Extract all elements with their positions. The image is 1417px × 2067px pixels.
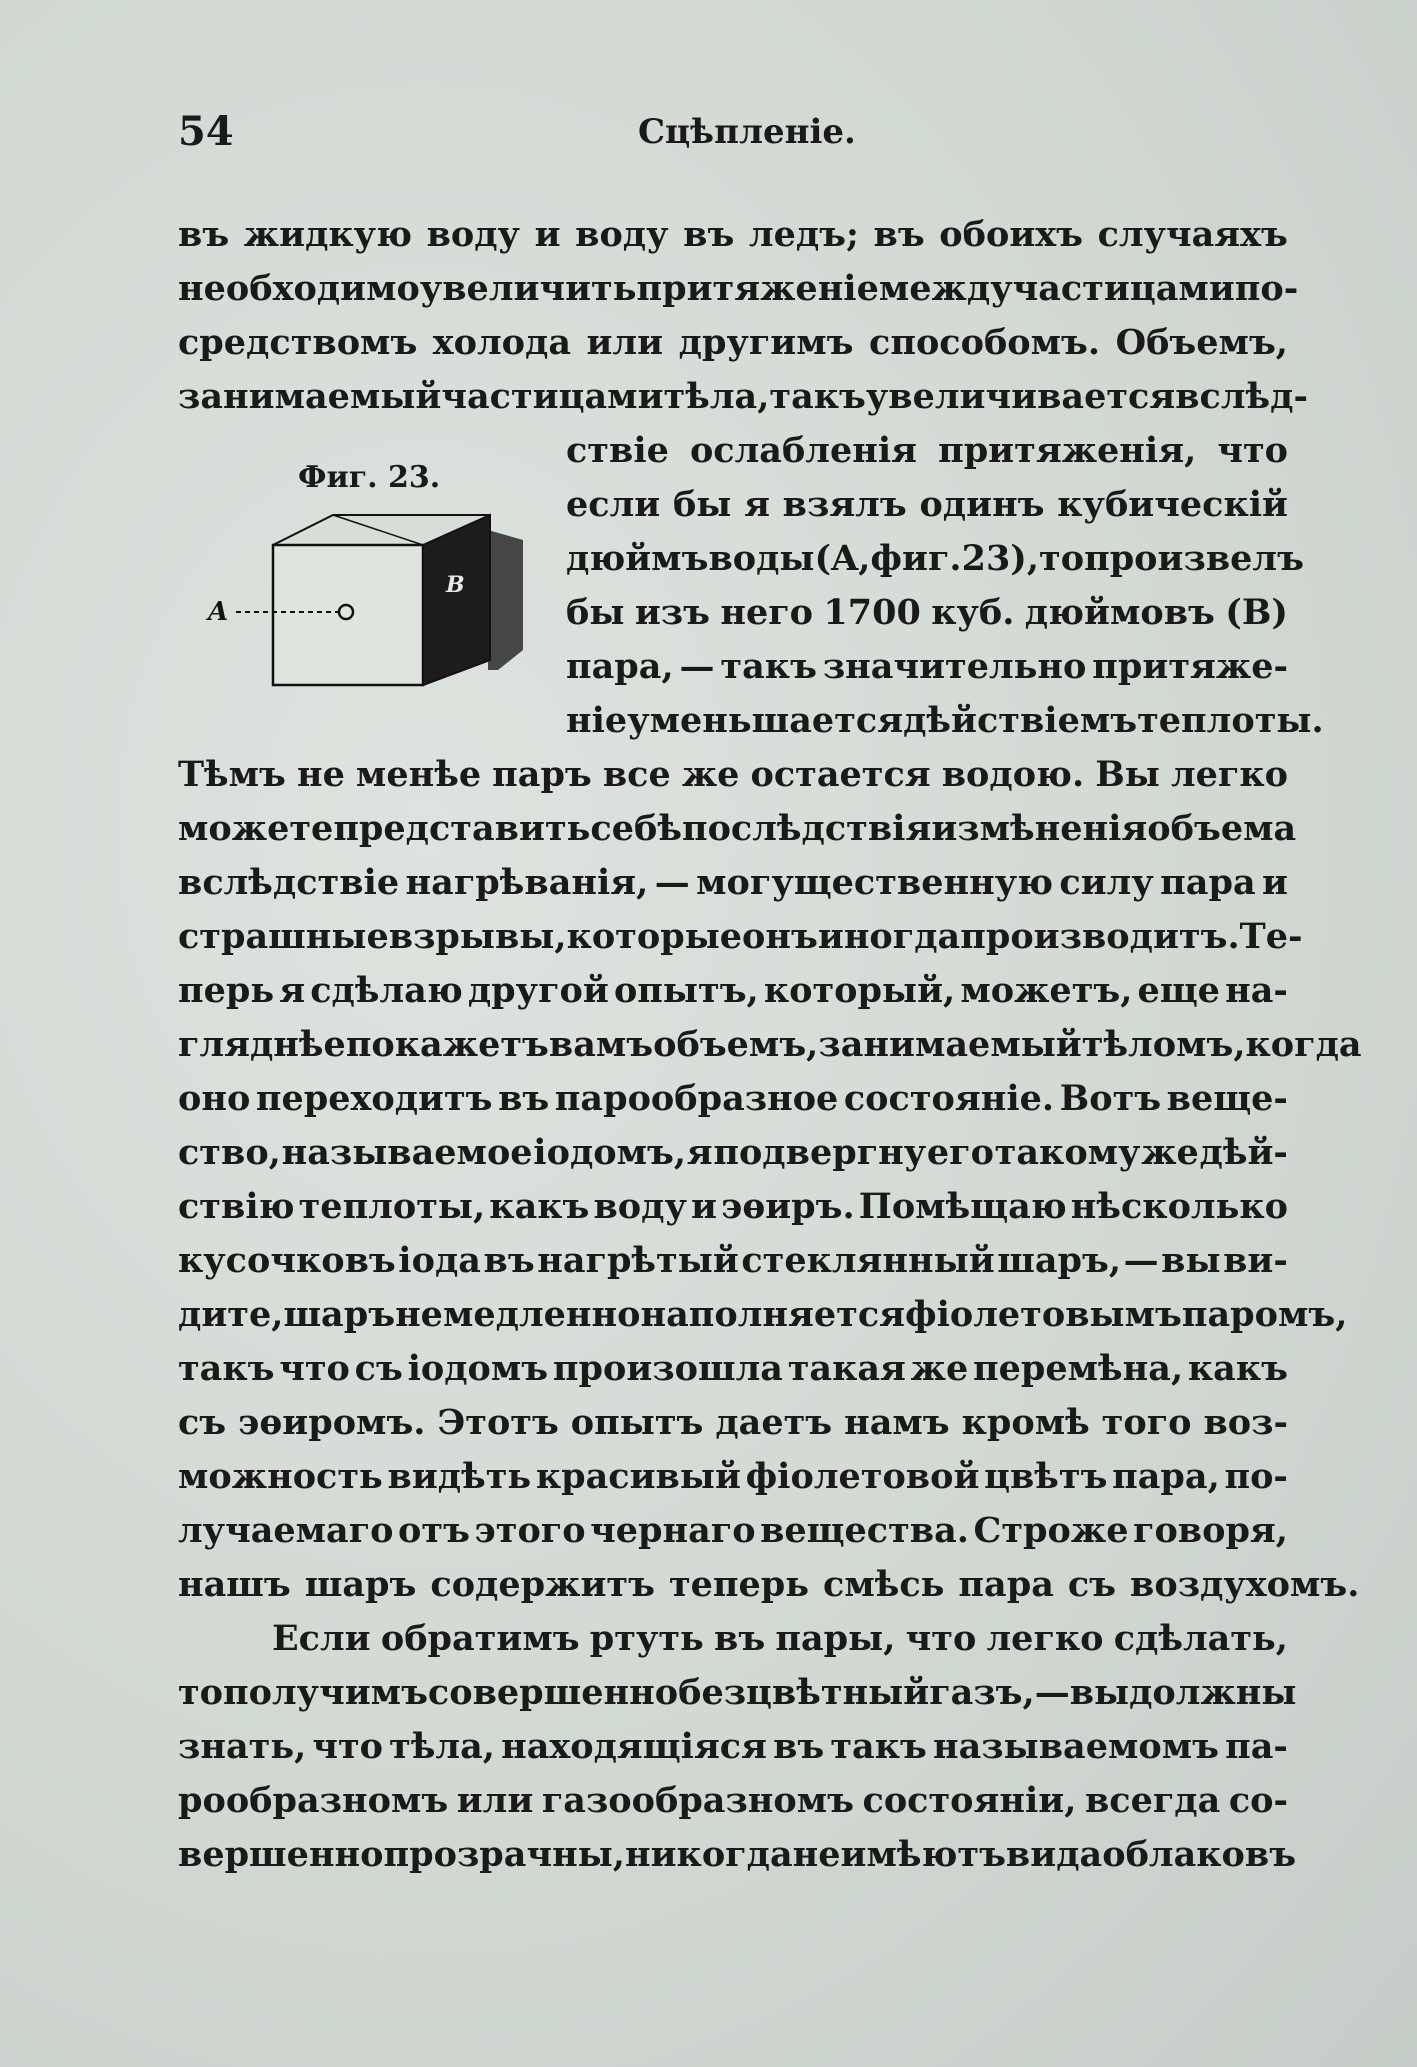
- word: кубическій: [1057, 484, 1288, 525]
- word: перемѣна,: [973, 1348, 1184, 1389]
- word: который,: [763, 970, 956, 1011]
- word: дѣй-: [1199, 1132, 1288, 1173]
- word: послѣдствія: [681, 808, 932, 849]
- word: необходимо: [178, 268, 420, 309]
- word: видѣть: [387, 1456, 532, 1497]
- word: нашъ: [178, 1564, 291, 1605]
- word: въ: [873, 214, 925, 255]
- word: перь: [178, 970, 275, 1011]
- word: способомъ.: [869, 322, 1101, 363]
- word: пара: [1160, 862, 1256, 903]
- word: отъ: [398, 1510, 470, 1551]
- word: такъ: [178, 1348, 275, 1389]
- word: воздухомъ.: [1130, 1564, 1360, 1605]
- word: наполняется: [640, 1294, 906, 1335]
- word: производитъ.: [960, 916, 1240, 957]
- word: фіолетовой: [745, 1456, 980, 1497]
- word: взялъ: [782, 484, 907, 525]
- text-line: [178, 1342, 1288, 1396]
- word: въ: [714, 1618, 766, 1659]
- word: газообразномъ: [541, 1780, 855, 1821]
- word: же: [681, 754, 740, 795]
- text-line: [178, 1612, 1288, 1666]
- word: называемомъ: [932, 1726, 1219, 1767]
- word: частицами: [441, 376, 664, 417]
- word: въ: [483, 1240, 535, 1281]
- word: Вы: [1095, 754, 1160, 795]
- text-line: [178, 1072, 1288, 1126]
- word: никогда: [624, 1834, 793, 1875]
- page-header: [178, 108, 1288, 168]
- word: состояніи,: [862, 1780, 1077, 1821]
- word: теплоты.: [1137, 700, 1324, 741]
- word: со-: [1228, 1780, 1288, 1821]
- text-line: [566, 640, 1288, 694]
- text-line: [178, 1828, 1297, 1882]
- word: лучаемаго: [178, 1510, 394, 1551]
- word: фиг.: [870, 538, 962, 579]
- body-text: [178, 208, 1362, 1882]
- word: красивый: [535, 1456, 741, 1497]
- word: 23),: [961, 538, 1040, 579]
- word: я: [686, 1132, 713, 1173]
- word: рообразномъ: [178, 1780, 449, 1821]
- word: дюймовъ: [1024, 592, 1215, 633]
- word: объемъ,: [653, 1024, 819, 1065]
- word: получимъ: [223, 1672, 428, 1713]
- text-line: [178, 1234, 1288, 1288]
- word: ледъ;: [748, 214, 859, 255]
- word: такъ: [830, 1726, 927, 1767]
- text-line: [566, 424, 1288, 478]
- word: воду: [593, 1186, 687, 1227]
- word: обратимъ: [380, 1618, 580, 1659]
- text-line: [178, 1774, 1288, 1828]
- word: или: [456, 1780, 534, 1821]
- word: увеличивается: [865, 376, 1176, 417]
- text-line: [178, 910, 1303, 964]
- word: тѣла,: [663, 376, 770, 417]
- word: этого: [474, 1510, 586, 1551]
- word: эѳиромъ.: [238, 1402, 426, 1443]
- word: немедленно: [395, 1294, 641, 1335]
- word: на-: [1225, 970, 1288, 1011]
- word: другимъ: [678, 322, 854, 363]
- word: стеклянный: [741, 1240, 995, 1281]
- word: жидкую: [243, 214, 412, 255]
- word: паромъ,: [1181, 1294, 1348, 1335]
- word: состояніе.: [843, 1078, 1055, 1119]
- word: легко: [986, 1618, 1104, 1659]
- word: измѣненія: [931, 808, 1148, 849]
- word: въ: [683, 214, 735, 255]
- word: не: [792, 1834, 841, 1875]
- word: бы: [672, 484, 732, 525]
- word: находящіяся: [501, 1726, 767, 1767]
- text-line: [178, 1288, 1348, 1342]
- word: ніе: [566, 700, 628, 741]
- word: подвергну: [713, 1132, 927, 1173]
- text-line: [178, 316, 1288, 370]
- word: шаръ: [304, 1564, 417, 1605]
- word: опытъ,: [613, 970, 759, 1011]
- word: и: [534, 214, 561, 255]
- word: пара,: [1112, 1456, 1220, 1497]
- word: въ: [178, 214, 230, 255]
- word: ствію: [178, 1186, 295, 1227]
- word: могущественную: [696, 862, 1053, 903]
- word: знать,: [178, 1726, 307, 1767]
- word: представить: [333, 808, 591, 849]
- word: притяженія,: [938, 430, 1197, 471]
- word: (A,: [814, 538, 871, 579]
- word: такъ: [720, 646, 817, 687]
- text-line: [178, 1558, 1360, 1612]
- word: газъ,: [929, 1672, 1035, 1713]
- word: куб.: [931, 592, 1015, 633]
- text-line: [178, 1450, 1288, 1504]
- word: ртуть: [589, 1618, 704, 1659]
- word: воду: [575, 214, 669, 255]
- word: что: [1217, 430, 1288, 471]
- word: бы: [566, 592, 625, 633]
- word: такому: [994, 1132, 1141, 1173]
- word: какъ: [489, 1186, 590, 1227]
- word: иногда: [817, 916, 961, 957]
- word: воды: [708, 538, 815, 579]
- word: обоихъ: [939, 214, 1084, 255]
- word: водою.: [941, 754, 1085, 795]
- word: прозрачны,: [383, 1834, 625, 1875]
- text-line: [178, 802, 1297, 856]
- word: изъ: [634, 592, 710, 633]
- word: не: [296, 754, 345, 795]
- figure-label-a: A: [208, 597, 229, 627]
- word: ослабленія: [689, 430, 918, 471]
- word: какъ: [1187, 1348, 1288, 1389]
- word: же: [910, 1348, 969, 1389]
- word: ви-: [1223, 1240, 1288, 1281]
- word: вамъ: [548, 1024, 654, 1065]
- word: такъ: [769, 376, 866, 417]
- word: оно: [178, 1078, 251, 1119]
- word: силу: [1059, 862, 1154, 903]
- word: теперь: [668, 1564, 810, 1605]
- word: —: [1123, 1240, 1159, 1281]
- word: чернаго: [590, 1510, 756, 1551]
- word: эѳиръ.: [721, 1186, 855, 1227]
- word: объема: [1147, 808, 1297, 849]
- word: цвѣтъ: [984, 1456, 1108, 1497]
- word: Те-: [1239, 916, 1303, 957]
- text-line: [178, 1180, 1288, 1234]
- word: занимаемый: [818, 1024, 1082, 1065]
- word: Вотъ: [1059, 1078, 1162, 1119]
- text-line: [178, 1018, 1362, 1072]
- word: вы: [1069, 1672, 1130, 1713]
- word: одинъ: [919, 484, 1045, 525]
- word: по-: [1234, 268, 1299, 309]
- text-line: [566, 532, 1304, 586]
- word: или: [586, 322, 664, 363]
- word: переходитъ: [255, 1078, 493, 1119]
- word: можность: [178, 1456, 383, 1497]
- word: легко: [1170, 754, 1288, 795]
- word: тѣла,: [389, 1726, 495, 1767]
- word: ствіе: [566, 430, 669, 471]
- word: тѣломъ,: [1081, 1024, 1246, 1065]
- text-line: [178, 856, 1288, 910]
- word: даетъ: [715, 1402, 833, 1443]
- word: произвелъ: [1084, 538, 1304, 579]
- word: притяженіе: [636, 268, 879, 309]
- word: Тѣмъ: [178, 754, 286, 795]
- word: имѣютъ: [840, 1834, 1006, 1875]
- word: съ: [1067, 1564, 1117, 1605]
- word: —: [679, 646, 715, 687]
- word: холода: [432, 322, 572, 363]
- word: и: [1262, 862, 1288, 903]
- word: страшные: [178, 916, 389, 957]
- word: па-: [1225, 1726, 1288, 1767]
- word: должны: [1129, 1672, 1297, 1713]
- text-line: [178, 1504, 1288, 1558]
- word: содержитъ: [430, 1564, 655, 1605]
- word: пара,: [566, 646, 674, 687]
- text-line: [566, 478, 1288, 532]
- figure-label-b: B: [446, 572, 465, 598]
- word: вида: [1005, 1834, 1103, 1875]
- word: гляднѣе: [178, 1024, 346, 1065]
- text-line: [178, 748, 1288, 802]
- word: себѣ: [590, 808, 682, 849]
- word: всегда: [1084, 1780, 1221, 1821]
- word: случаяхъ: [1097, 214, 1288, 255]
- text-line: [178, 1126, 1288, 1180]
- word: парообразное: [554, 1078, 839, 1119]
- word: облаковъ: [1102, 1834, 1297, 1875]
- word: другой: [467, 970, 609, 1011]
- word: все: [602, 754, 671, 795]
- word: я: [279, 970, 306, 1011]
- text-line: [178, 208, 1288, 262]
- text-line: [178, 964, 1288, 1018]
- word: вершенно: [178, 1834, 384, 1875]
- word: въ: [498, 1078, 550, 1119]
- word: 1700: [823, 592, 921, 633]
- word: Строже: [973, 1510, 1129, 1551]
- word: уменьшается: [627, 700, 904, 741]
- word: можете: [178, 808, 334, 849]
- word: совершенно: [427, 1672, 679, 1713]
- word: и: [691, 1186, 717, 1227]
- word: дюймъ: [566, 538, 709, 579]
- word: вслѣдствіе: [178, 862, 400, 903]
- word: дите,: [178, 1294, 284, 1335]
- word: такая: [787, 1348, 906, 1389]
- word: Помѣщаю: [858, 1186, 1067, 1227]
- running-title: Сцѣпленіе.: [638, 112, 856, 152]
- word: веще-: [1166, 1078, 1288, 1119]
- word: кусочковъ: [178, 1240, 396, 1281]
- word: вещества.: [760, 1510, 969, 1551]
- word: опытъ: [570, 1402, 704, 1443]
- word: іода: [398, 1240, 481, 1281]
- word: пара: [958, 1564, 1054, 1605]
- word: нѣсколько: [1070, 1186, 1288, 1227]
- word: въ: [773, 1726, 825, 1767]
- word: если: [566, 484, 661, 525]
- word: теплоты,: [298, 1186, 486, 1227]
- word: значительно: [822, 646, 1087, 687]
- word: шаръ: [283, 1294, 396, 1335]
- word: увеличить: [419, 268, 637, 309]
- word: вы: [1161, 1240, 1221, 1281]
- word: говоря,: [1133, 1510, 1288, 1551]
- word: занимаемый: [178, 376, 442, 417]
- text-line: [178, 1720, 1288, 1774]
- word: воз-: [1203, 1402, 1288, 1443]
- word: взрывы,: [388, 916, 567, 957]
- word: по-: [1224, 1456, 1288, 1497]
- word: паръ: [492, 754, 592, 795]
- text-line: [566, 694, 1324, 748]
- word: Объемъ,: [1115, 322, 1288, 363]
- word: того: [1101, 1402, 1192, 1443]
- word: нагрѣванія,: [405, 862, 649, 903]
- word: намъ: [844, 1402, 950, 1443]
- word: фіолетовымъ: [905, 1294, 1182, 1335]
- word: него: [720, 592, 814, 633]
- word: его: [926, 1132, 994, 1173]
- word: сдѣлаю: [310, 970, 463, 1011]
- word: частицами: [1012, 268, 1235, 309]
- word: я: [744, 484, 770, 525]
- word: вслѣд-: [1175, 376, 1308, 417]
- word: между: [878, 268, 1013, 309]
- word: —: [1034, 1672, 1070, 1713]
- word: остается: [750, 754, 931, 795]
- word: дѣйствіемъ: [903, 700, 1138, 741]
- text-line: [178, 1666, 1297, 1720]
- word: шаръ,: [997, 1240, 1122, 1281]
- word: іодомъ,: [533, 1132, 687, 1173]
- word: произошла: [552, 1348, 783, 1389]
- word: (B): [1225, 592, 1288, 633]
- word: пары,: [775, 1618, 896, 1659]
- word: же: [1141, 1132, 1199, 1173]
- word: называемое: [281, 1132, 533, 1173]
- word: можетъ,: [960, 970, 1133, 1011]
- word: смѣсь: [823, 1564, 945, 1605]
- word: что: [279, 1348, 350, 1389]
- word: безцвѣтный: [678, 1672, 930, 1713]
- word: воду: [426, 214, 520, 255]
- word: притяже-: [1092, 646, 1288, 687]
- word: средствомъ: [178, 322, 418, 363]
- word: кромѣ: [961, 1402, 1090, 1443]
- word: онъ: [742, 916, 818, 957]
- text-line: [178, 262, 1299, 316]
- word: то: [178, 1672, 224, 1713]
- word: когда: [1245, 1024, 1362, 1065]
- word: что: [312, 1726, 384, 1767]
- page-number: 54: [178, 108, 234, 155]
- word: съ: [178, 1402, 227, 1443]
- word: менѣе: [355, 754, 482, 795]
- word: которые: [566, 916, 743, 957]
- figure-caption: Фиг. 23.: [298, 460, 441, 495]
- word: съ: [354, 1348, 403, 1389]
- word: ство,: [178, 1132, 281, 1173]
- word: то: [1039, 538, 1085, 579]
- text-line: [178, 1396, 1288, 1450]
- word: сдѣлать,: [1113, 1618, 1288, 1659]
- word: Если: [272, 1618, 371, 1659]
- text-line: [566, 586, 1288, 640]
- word: Этотъ: [437, 1402, 559, 1443]
- word: —: [654, 862, 690, 903]
- text-line: [178, 370, 1308, 424]
- word: что: [905, 1618, 977, 1659]
- word: нагрѣтый: [537, 1240, 739, 1281]
- word: еще: [1137, 970, 1220, 1011]
- word: покажетъ: [345, 1024, 549, 1065]
- word: іодомъ: [407, 1348, 549, 1389]
